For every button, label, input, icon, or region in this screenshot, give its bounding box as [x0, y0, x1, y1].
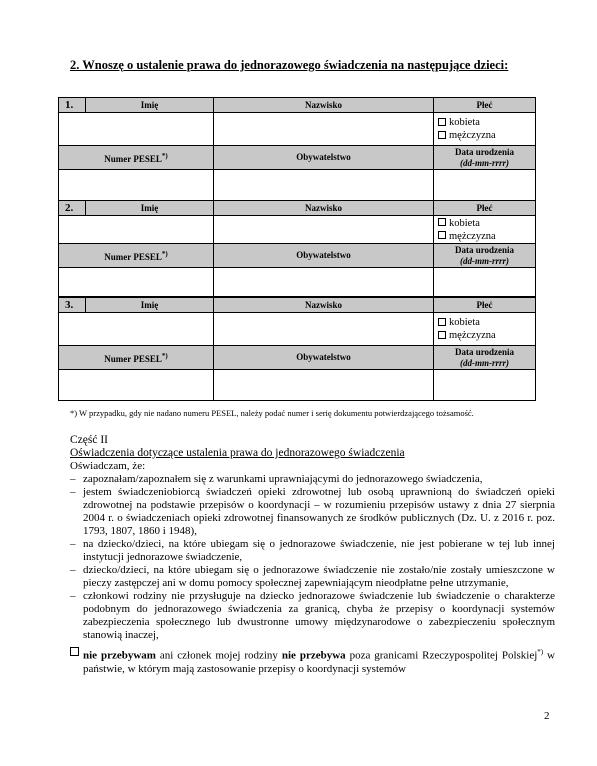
residence-checkbox[interactable]: [70, 646, 83, 659]
residence-declaration: [70, 646, 555, 676]
residence-text-2: ani członek mojej rodziny: [155, 649, 282, 662]
declaration-item: – jestem świadczeniobiorcą świadczeń opieki zdrowotnej lub osobą uprawnioną do świadczeń opieki zdrowotnej na podstawie przepisów o koordynacji – w rozumieniu przepisów ustawy z dnia 27 sierpnia 2004 r. o świadczeniach opieki zdrowotnej finansowanych ze środków publicznych (Dz. U. z 2016 r. poz. 1793, 1807, 1860 i 1948),: [70, 486, 555, 537]
declaration-item: – członkowi rodziny nie przysługuje na dziecko jednorazowe świadczenie lub świadczenie o charakterze podobnym do jednorazowego świadczenia za granicą, chyba że przepisy o koordynacji systemów zabezpieczenia społecznego lub dwustronne umowy międzynarodowe o zabezpieczeniu społecznym stanowią inaczej,: [70, 590, 555, 641]
imie-header: Imię: [86, 98, 214, 113]
gender-option-male[interactable]: mężczyzna: [438, 329, 535, 342]
pesel-field[interactable]: [59, 370, 214, 401]
page-number: 2: [544, 710, 550, 722]
child-table-2: [58, 200, 536, 297]
gender-options: [434, 216, 536, 244]
gender-option-male[interactable]: mężczyzna: [438, 230, 535, 243]
data-urodzenia-header: Data urodzenia (dd-mm-rrrr): [434, 346, 536, 370]
residence-footnote-mark: *): [537, 648, 544, 656]
checkbox-icon: [438, 331, 446, 339]
plec-header: Płeć: [434, 298, 536, 313]
declaration-item: – zapoznałam/zapoznałem się z warunkami uprawniającymi do jednorazowego świadczenia,: [70, 473, 483, 485]
obywatelstwo-field[interactable]: [214, 370, 434, 401]
child-table-1: [58, 97, 536, 201]
imie-field[interactable]: [59, 113, 214, 146]
gender-option-female[interactable]: kobieta: [438, 217, 535, 230]
residence-text-1: nie przebywam: [83, 649, 156, 662]
checkbox-icon: [438, 318, 446, 326]
declaration-intro: Oświadczam, że:: [70, 460, 146, 472]
nazwisko-header: Nazwisko: [214, 98, 434, 113]
dash-marker: –: [70, 590, 76, 602]
pesel-header: Numer PESEL*): [59, 146, 214, 170]
child-number: 1.: [59, 98, 86, 113]
nazwisko-field[interactable]: [214, 313, 434, 346]
data-urodzenia-header: Data urodzenia (dd-mm-rrrr): [434, 146, 536, 170]
dash-marker: –: [70, 486, 76, 498]
checkbox-icon: [438, 231, 446, 239]
obywatelstwo-header: Obywatelstwo: [214, 244, 434, 268]
dash-marker: –: [70, 473, 76, 485]
pesel-field[interactable]: [59, 170, 214, 201]
data-urodzenia-field[interactable]: [434, 170, 536, 201]
dash-marker: –: [70, 538, 76, 550]
imie-header: Imię: [86, 298, 214, 313]
pesel-header: Numer PESEL*): [59, 244, 214, 268]
child-table-3: [58, 297, 536, 401]
section-title: 2. Wnoszę o ustalenie prawa do jednorazowego świadczenia na następujące dzieci:: [70, 58, 509, 72]
part-two: [70, 434, 555, 676]
nazwisko-field[interactable]: [214, 216, 434, 244]
residence-text-6: w państwie, w którym mają zastosowanie przepisy o koordynacji systemów: [83, 649, 556, 675]
declaration-list: [70, 473, 555, 642]
nazwisko-header: Nazwisko: [214, 201, 434, 216]
gender-options: [434, 313, 536, 346]
gender-option-female[interactable]: kobieta: [438, 116, 535, 129]
checkbox-icon: [438, 131, 446, 139]
imie-field[interactable]: [59, 313, 214, 346]
data-urodzenia-field[interactable]: [434, 370, 536, 401]
part-subheading: Oświadczenia dotyczące ustalenia prawa do jednorazowego świadczenia: [70, 447, 405, 459]
obywatelstwo-header: Obywatelstwo: [214, 146, 434, 170]
child-number: 3.: [59, 298, 86, 313]
checkbox-icon: [438, 118, 446, 126]
nazwisko-field[interactable]: [214, 113, 434, 146]
pesel-field[interactable]: [59, 268, 214, 297]
plec-header: Płeć: [434, 201, 536, 216]
part-heading: Część II: [70, 434, 108, 446]
residence-text-3: nie przebywa: [281, 649, 346, 662]
declaration-item: – dziecko/dzieci, na które ubiegam się o jednorazowe świadczenie nie zostało/nie zostały umieszczone w pieczy zastępczej ani w domu pomocy społecznej zapewniającym nieodpłatne pełne utrzymanie,: [70, 564, 555, 589]
obywatelstwo-field[interactable]: [214, 170, 434, 201]
checkbox-icon: [438, 218, 446, 226]
declaration-item: – na dziecko/dzieci, na które ubiegam się o jednorazowe świadczenie, nie jest pobierane w tej lub innej instytucji jednorazowe świadczenie,: [70, 538, 555, 563]
residence-text-4: poza granicami Rzeczypospolitej Polskiej: [345, 649, 538, 662]
dash-marker: –: [70, 564, 76, 576]
obywatelstwo-field[interactable]: [214, 268, 434, 297]
nazwisko-header: Nazwisko: [214, 298, 434, 313]
gender-option-male[interactable]: mężczyzna: [438, 129, 535, 142]
imie-header: Imię: [86, 201, 214, 216]
pesel-footnote: *) W przypadku, gdy nie nadano numeru PESEL, należy podać numer i serię dokumentu potwierdzającego tożsamość.: [70, 408, 474, 418]
gender-option-female[interactable]: kobieta: [438, 316, 535, 329]
pesel-header: Numer PESEL*): [59, 346, 214, 370]
child-number: 2.: [59, 201, 86, 216]
gender-options: [434, 113, 536, 146]
obywatelstwo-header: Obywatelstwo: [214, 346, 434, 370]
plec-header: Płeć: [434, 98, 536, 113]
data-urodzenia-field[interactable]: [434, 268, 536, 297]
data-urodzenia-header: Data urodzenia (dd-mm-rrrr): [434, 244, 536, 268]
imie-field[interactable]: [59, 216, 214, 244]
